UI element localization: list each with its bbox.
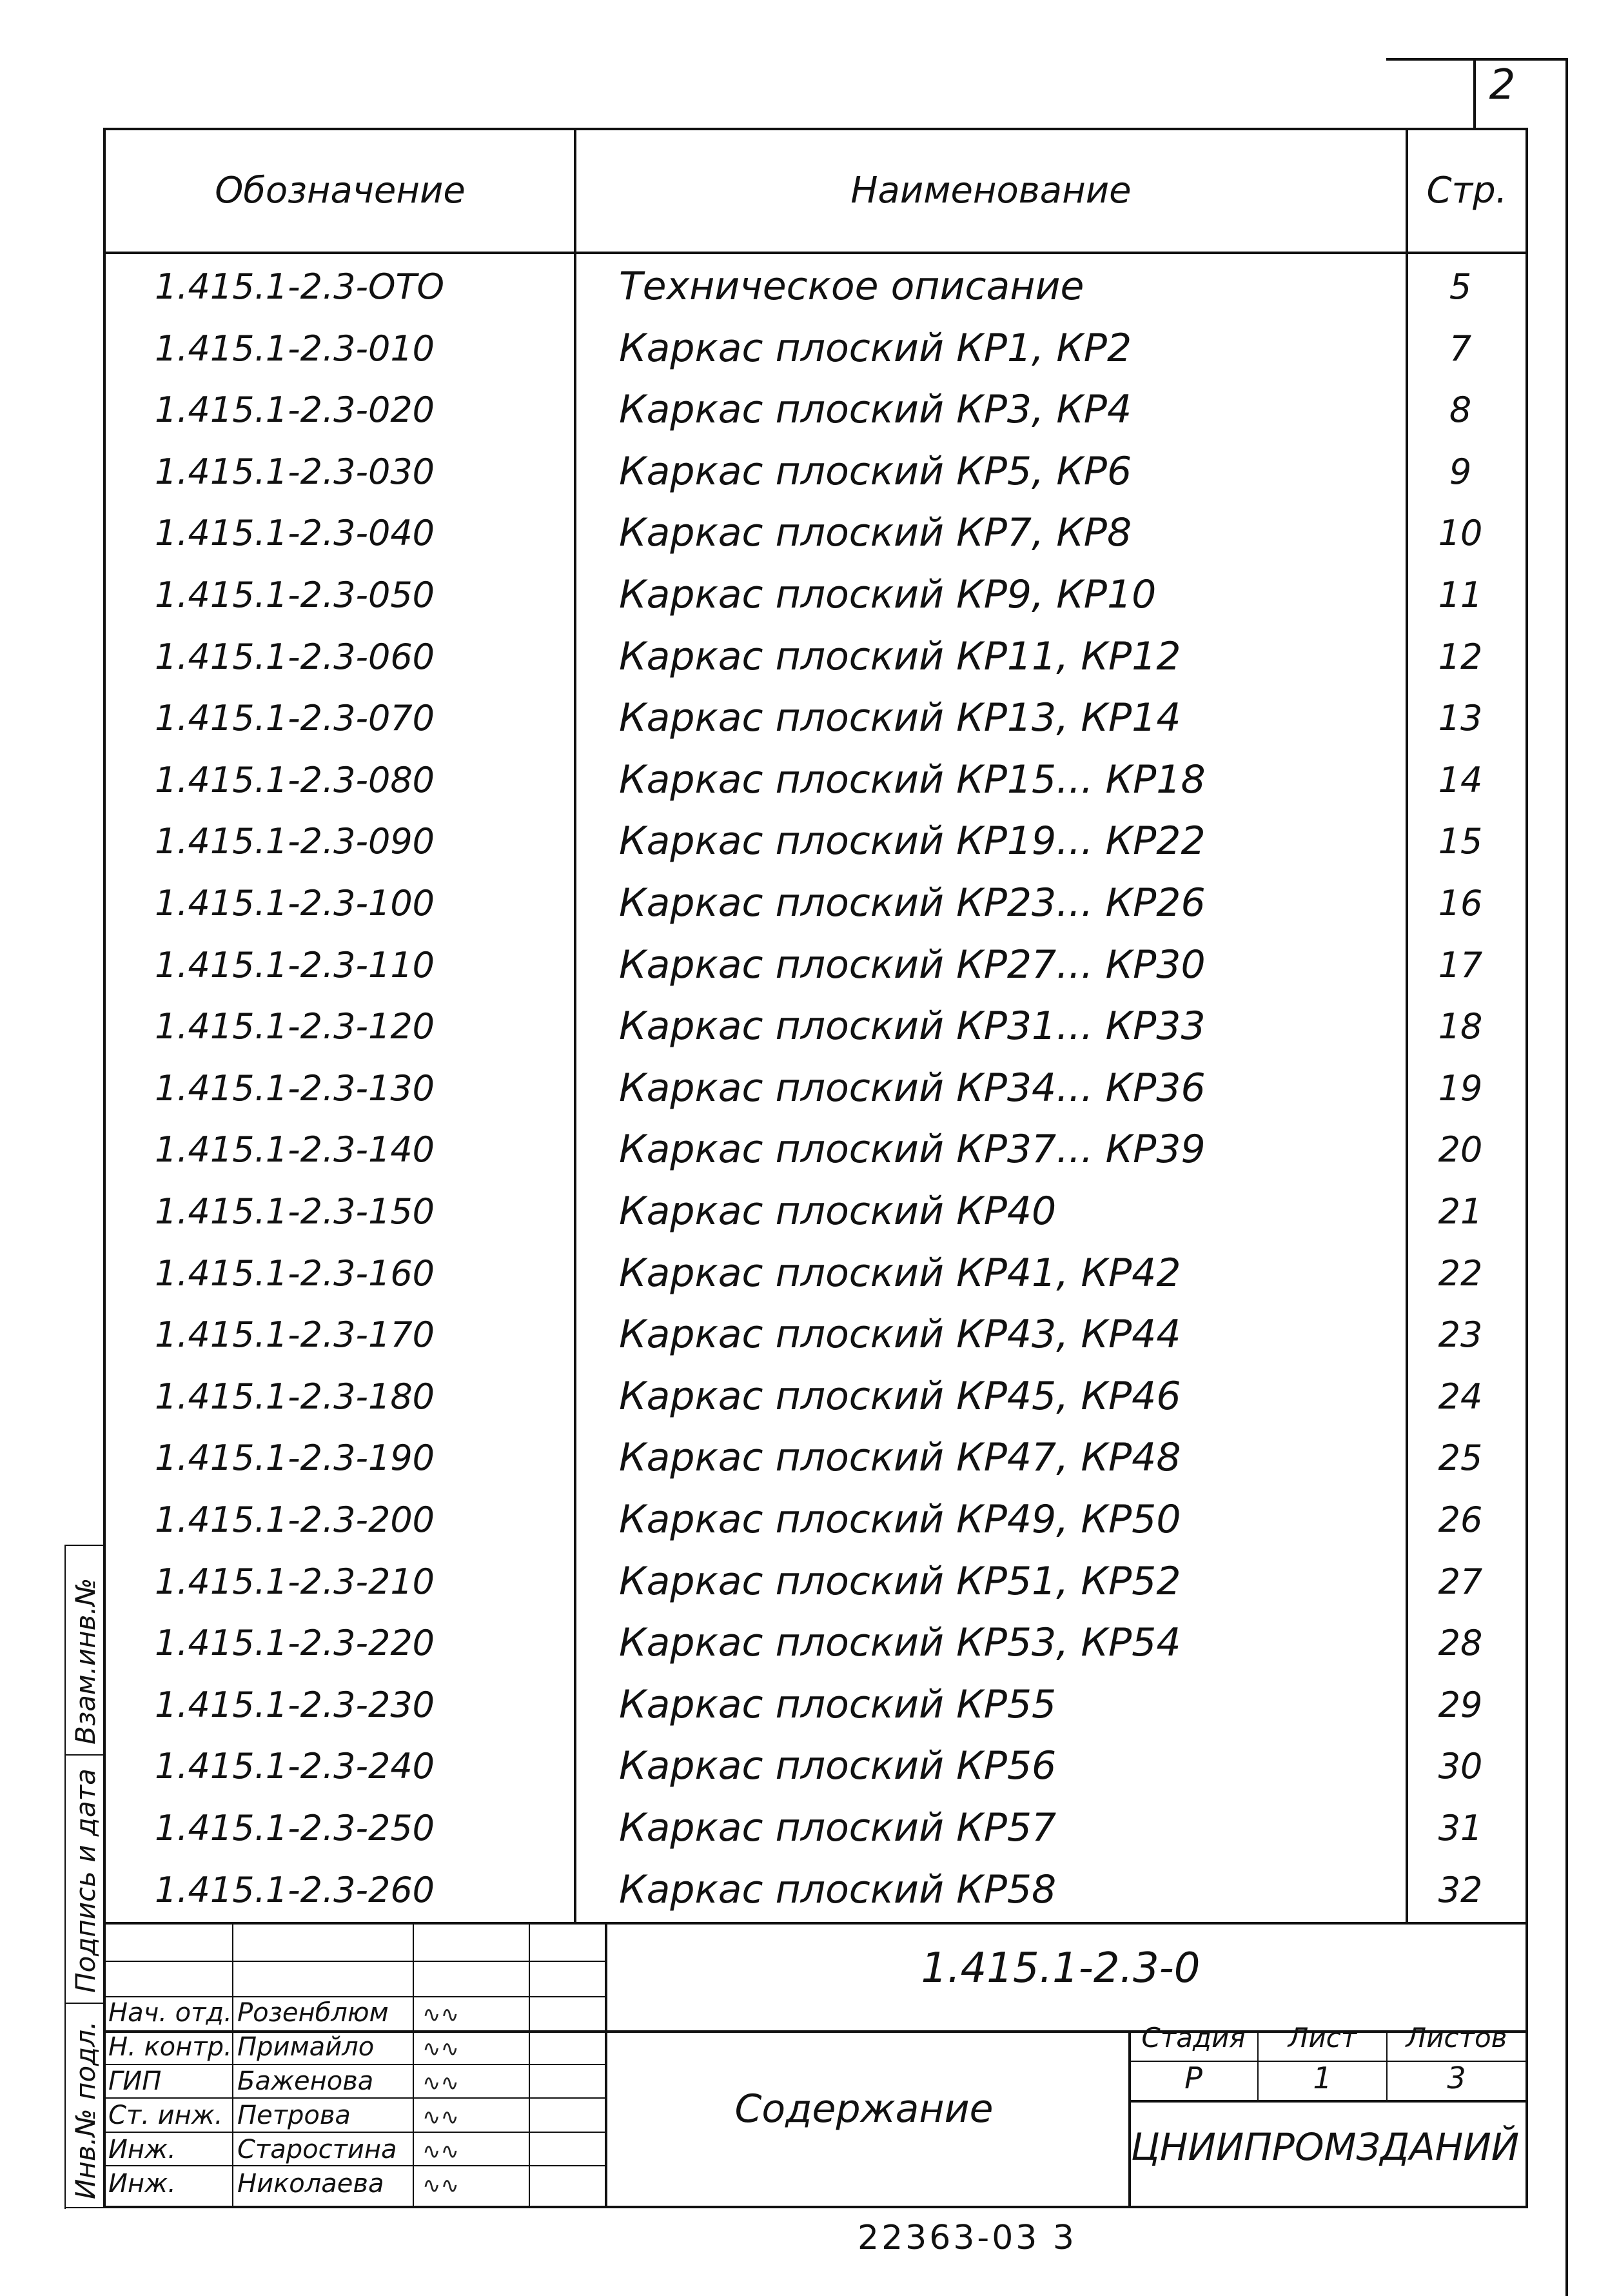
table-row: [106, 1611, 1525, 1672]
table-row: [106, 317, 1525, 378]
document-title: Содержание: [734, 2086, 994, 2132]
row-designation: 1.415.1-2.3-040: [155, 513, 435, 554]
row-designation: 1.415.1-2.3-120: [155, 1006, 435, 1047]
table-row: [106, 1056, 1525, 1118]
row-name: Каркас плоский КР51, КР52: [619, 1558, 1181, 1604]
table-row: [106, 440, 1525, 501]
row-name: Каркас плоский КР56: [619, 1743, 1057, 1789]
row-designation: 1.415.1-2.3-030: [155, 451, 435, 492]
table-right-border: [1525, 128, 1528, 2208]
table-row: [106, 1673, 1525, 1734]
row-page: 10: [1438, 513, 1483, 554]
row-name: Каркас плоский КР37... КР39: [619, 1127, 1206, 1173]
row-page: 32: [1438, 1869, 1483, 1910]
row-page: 16: [1438, 883, 1483, 924]
header-divider: [103, 252, 1528, 254]
row-page: 23: [1438, 1314, 1483, 1356]
row-designation: 1.415.1-2.3-130: [155, 1067, 435, 1109]
row-designation: 1.415.1-2.3-240: [155, 1746, 435, 1787]
row-name: Каркас плоский КР41, КР42: [619, 1250, 1181, 1296]
row-designation: 1.415.1-2.3-180: [155, 1376, 435, 1417]
table-row: [106, 378, 1525, 439]
handwritten-signature: ∿∿: [422, 2036, 459, 2062]
row-name: Каркас плоский КР58: [619, 1866, 1057, 1912]
row-designation: 1.415.1-2.3-100: [155, 883, 435, 924]
side-stamp-line: [64, 1754, 103, 1756]
table-row: [106, 501, 1525, 562]
handwritten-signature: ∿∿: [422, 2104, 459, 2130]
side-stamp-line: [64, 2003, 103, 2004]
row-page: 8: [1449, 390, 1472, 431]
table-row: [106, 933, 1525, 995]
row-designation: 1.415.1-2.3-190: [155, 1438, 435, 1479]
row-name: Каркас плоский КР19... КР22: [619, 818, 1206, 864]
sheet-label: Лист: [1288, 2022, 1357, 2054]
title-block-bottom: [103, 2206, 1528, 2208]
title-block-line: [413, 1922, 414, 2206]
row-designation: 1.415.1-2.3-160: [155, 1252, 435, 1294]
row-page: 14: [1438, 759, 1483, 800]
signature-name: Примайло: [237, 2032, 375, 2062]
header-name: Наименование: [850, 169, 1132, 212]
row-name: Каркас плоский КР55: [619, 1681, 1057, 1727]
row-designation: 1.415.1-2.3-110: [155, 944, 435, 985]
signature-name: Розенблюм: [237, 1998, 389, 2028]
table-row: [106, 1550, 1525, 1611]
row-page: 19: [1438, 1067, 1483, 1109]
table-row: [106, 255, 1525, 316]
row-name: Каркас плоский КР11, КР12: [619, 633, 1181, 679]
row-designation: 1.415.1-2.3-200: [155, 1499, 435, 1540]
row-page: 5: [1449, 266, 1472, 307]
row-page: 28: [1438, 1623, 1483, 1664]
signature-name: Баженова: [237, 2066, 374, 2096]
side-replace-inv: Взам.инв.№: [70, 1578, 101, 1745]
table-row: [106, 1796, 1525, 1857]
row-designation: 1.415.1-2.3-150: [155, 1191, 435, 1232]
signature-role: Инж.: [108, 2135, 176, 2164]
row-designation: 1.415.1-2.3-010: [155, 328, 435, 369]
row-name: Каркас плоский КР34... КР36: [619, 1065, 1206, 1111]
table-row: [106, 625, 1525, 686]
row-page: 29: [1438, 1684, 1483, 1725]
table-bottom-border: [103, 1922, 1528, 1925]
frame-line: [1473, 58, 1476, 129]
row-name: Каркас плоский КР49, КР50: [619, 1497, 1181, 1542]
row-designation: 1.415.1-2.3-140: [155, 1129, 435, 1171]
title-block-line: [1128, 2100, 1528, 2103]
row-name: Каркас плоский КР31... КР33: [619, 1004, 1206, 1049]
row-page: 21: [1438, 1191, 1483, 1232]
signature-name: Старостина: [237, 2135, 397, 2164]
row-name: Каркас плоский КР45, КР46: [619, 1373, 1181, 1419]
row-page: 18: [1438, 1006, 1483, 1047]
handwritten-signature: ∿∿: [422, 2139, 459, 2164]
sheets-label: Листов: [1406, 2022, 1507, 2054]
sheets-value: 3: [1447, 2061, 1466, 2095]
row-page: 13: [1438, 698, 1483, 739]
header-page: Стр.: [1426, 169, 1507, 212]
signature-role: ГИП: [108, 2066, 162, 2096]
row-name: Каркас плоский КР40: [619, 1189, 1057, 1234]
table-row: [106, 1426, 1525, 1487]
signature-role: Инж.: [108, 2169, 176, 2199]
title-block-line: [103, 2064, 606, 2065]
row-page: 9: [1449, 451, 1472, 492]
row-name: Каркас плоский КР5, КР6: [619, 448, 1132, 494]
row-designation: 1.415.1-2.3-070: [155, 698, 435, 739]
row-page: 22: [1438, 1252, 1483, 1294]
frame-line: [1386, 58, 1567, 61]
row-page: 25: [1438, 1438, 1483, 1479]
handwritten-signature: ∿∿: [422, 2002, 459, 2028]
row-page: 17: [1438, 944, 1483, 985]
row-designation: 1.415.1-2.3-230: [155, 1684, 435, 1725]
table-row: [106, 1303, 1525, 1364]
table-row: [106, 871, 1525, 933]
stage-value: Р: [1184, 2061, 1202, 2095]
side-signature-date: Подпись и дата: [70, 1768, 101, 1993]
table-row: [106, 1118, 1525, 1179]
title-block-line: [103, 2132, 606, 2133]
organization-name: ЦНИИПРОМЗДАНИЙ: [1130, 2125, 1520, 2169]
table-left-border: [103, 128, 106, 2208]
row-page: 11: [1438, 575, 1483, 615]
archive-number: 22363-03 3: [858, 2219, 1077, 2257]
row-designation: 1.415.1-2.3-ОТО: [155, 266, 444, 307]
title-block-line: [103, 2165, 606, 2166]
table-row: [106, 1858, 1525, 1919]
row-name: Каркас плоский КР53, КР54: [619, 1620, 1181, 1666]
table-row: [106, 995, 1525, 1056]
row-name: Каркас плоский КР1, КР2: [619, 325, 1132, 371]
signature-name: Петрова: [237, 2101, 351, 2130]
side-stamp-line: [64, 1545, 66, 2209]
row-designation: 1.415.1-2.3-260: [155, 1869, 435, 1910]
row-name: Каркас плоский КР13, КР14: [619, 695, 1181, 741]
row-name: Каркас плоский КР9, КР10: [619, 572, 1157, 617]
frame-line: [1565, 58, 1568, 2296]
sheet-number: 2: [1489, 61, 1516, 109]
signature-role: Ст. инж.: [108, 2101, 223, 2130]
row-page: 26: [1438, 1499, 1483, 1540]
row-designation: 1.415.1-2.3-250: [155, 1808, 435, 1848]
table-row: [106, 1180, 1525, 1241]
row-name: Каркас плоский КР47, КР48: [619, 1435, 1181, 1481]
row-designation: 1.415.1-2.3-060: [155, 636, 435, 677]
title-block-line: [232, 1922, 233, 2206]
row-name: Каркас плоский КР57: [619, 1805, 1057, 1850]
table-row: [106, 1365, 1525, 1426]
row-designation: 1.415.1-2.3-090: [155, 821, 435, 862]
side-stamp-line: [64, 2207, 103, 2208]
row-name: Каркас плоский КР23... КР26: [619, 880, 1206, 925]
row-name: Каркас плоский КР27... КР30: [619, 942, 1206, 987]
table-row: [106, 563, 1525, 624]
row-designation: 1.415.1-2.3-050: [155, 575, 435, 615]
row-designation: 1.415.1-2.3-020: [155, 390, 435, 431]
table-row: [106, 686, 1525, 747]
row-page: 27: [1438, 1561, 1483, 1602]
row-designation: 1.415.1-2.3-170: [155, 1314, 435, 1356]
row-name: Каркас плоский КР15... КР18: [619, 757, 1206, 802]
row-page: 7: [1449, 328, 1472, 369]
row-designation: 1.415.1-2.3-080: [155, 759, 435, 800]
table-row: [106, 1734, 1525, 1796]
title-block-line: [529, 1922, 530, 2206]
document-code: 1.415.1-2.3-0: [921, 1945, 1201, 1992]
row-designation: 1.415.1-2.3-210: [155, 1561, 435, 1602]
row-name: Техническое описание: [619, 264, 1084, 309]
header-designation: Обозначение: [215, 169, 466, 212]
handwritten-signature: ∿∿: [422, 2070, 459, 2096]
row-page: 24: [1438, 1376, 1483, 1417]
row-page: 31: [1438, 1808, 1483, 1848]
table-row: [106, 1488, 1525, 1549]
title-block-line: [103, 1996, 606, 1997]
sheet-value: 1: [1313, 2061, 1332, 2095]
signature-role: Н. контр.: [108, 2032, 232, 2062]
title-block-line: [103, 1961, 606, 1962]
row-designation: 1.415.1-2.3-220: [155, 1623, 435, 1664]
title-block-line: [103, 2097, 606, 2099]
signature-role: Нач. отд.: [108, 1998, 232, 2028]
row-name: Каркас плоский КР3, КР4: [619, 387, 1132, 433]
row-name: Каркас плоский КР43, КР44: [619, 1312, 1181, 1358]
side-stamp-line: [64, 1545, 103, 1546]
row-page: 30: [1438, 1746, 1483, 1787]
row-page: 20: [1438, 1129, 1483, 1171]
stage-label: Стадия: [1141, 2022, 1246, 2054]
row-name: Каркас плоский КР7, КР8: [619, 510, 1132, 556]
table-row: [106, 809, 1525, 871]
table-row: [106, 1242, 1525, 1303]
row-page: 12: [1438, 636, 1483, 677]
side-inv-no-original: Инв.№ подл.: [70, 2021, 101, 2199]
table-row: [106, 748, 1525, 809]
signature-name: Николаева: [237, 2169, 384, 2199]
row-page: 15: [1438, 821, 1483, 862]
handwritten-signature: ∿∿: [422, 2173, 459, 2199]
